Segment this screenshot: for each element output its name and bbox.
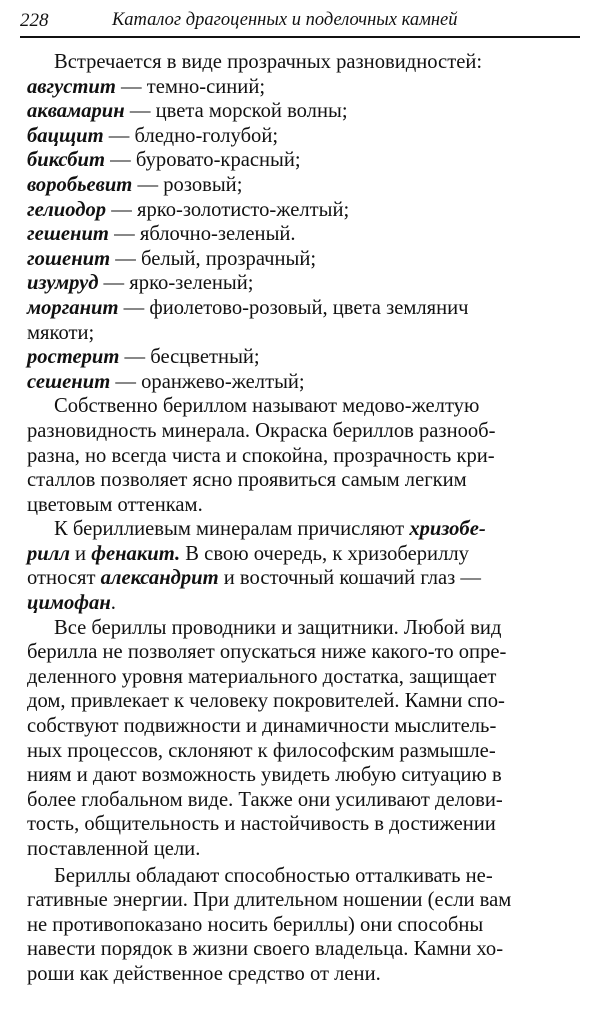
variety-description: — ярко-золотисто-желтый; — [106, 198, 350, 221]
variety-line — [27, 75, 584, 100]
paragraph-line — [27, 591, 584, 616]
paragraph-line — [27, 517, 584, 542]
variety-line — [27, 345, 584, 370]
variety-description: — розовый; — [132, 173, 243, 196]
variety-line — [27, 271, 584, 296]
term: сешенит — [27, 370, 111, 393]
paragraph-line: берилла не позволяет опускаться ниже какого-то опре- — [27, 641, 507, 664]
variety-line — [27, 247, 584, 272]
term: бацщит — [27, 124, 104, 147]
paragraph-line: Собственно бериллом называют медово-желтую — [54, 395, 480, 418]
paragraph-line: ных процессов, склоняют к философским размышле- — [27, 739, 496, 762]
variety-description: — темно-синий; — [115, 75, 266, 98]
paragraph-line: разна, но всегда чиста и спокойна, прозрачность кри- — [27, 444, 495, 467]
text: К бериллиевым минералам причисляют — [54, 518, 410, 541]
variety-line — [27, 148, 584, 173]
term: гелиодор — [27, 198, 107, 221]
term: гешенит — [27, 223, 109, 246]
term: биксбит — [27, 149, 106, 172]
paragraph-line — [27, 542, 584, 567]
text: и восточный кошачий глаз — — [218, 567, 482, 590]
paragraph-line — [27, 566, 584, 591]
paragraph-line: разновидность минерала. Окраска бериллов разнооб- — [27, 419, 496, 442]
paragraph-line: навести порядок в жизни своего владельца. Камни хо- — [27, 938, 504, 961]
paragraph-line: сталлов позволяет ясно проявиться самым легким — [27, 469, 467, 492]
term: цимофан — [27, 592, 111, 615]
term: изумруд — [27, 272, 99, 295]
page-header — [20, 6, 580, 38]
paragraph-line: ниям и дают возможность увидеть любую ситуацию в — [27, 764, 502, 787]
variety-description: — бледно-голубой; — [103, 124, 279, 147]
variety-description: — яблочно-зеленый. — [108, 223, 296, 246]
term: александрит — [100, 567, 219, 590]
paragraph-line: дом, привлекает к человеку покровителей. Камни спо- — [27, 690, 505, 713]
paragraph-line: поставленной цели. — [27, 838, 201, 860]
running-title: Каталог драгоценных и поделочных камней — [112, 10, 458, 30]
paragraph-line: не противопоказано носить бериллы) они способны — [27, 913, 484, 936]
variety-description: — белый, прозрачный; — [110, 247, 317, 270]
variety-line — [27, 198, 584, 223]
variety-line — [27, 173, 584, 198]
intro-line: Встречается в виде прозрачных разновидностей: — [54, 51, 483, 73]
page-body — [27, 50, 584, 987]
variety-line — [27, 99, 584, 124]
term: хризобе- — [409, 518, 486, 541]
variety-description: — оранжево-желтый; — [110, 370, 305, 393]
text: относят — [27, 567, 101, 590]
term: аквамарин — [27, 100, 125, 123]
variety-description: — буровато-красный; — [105, 149, 301, 172]
paragraph-line: более глобальном виде. Также они усиливают делови- — [27, 788, 503, 811]
variety-continuation: мякоти; — [27, 321, 95, 344]
paragraph-line: тость, общительность и настойчивость в достижении — [27, 813, 496, 836]
term: морганит — [27, 296, 119, 319]
variety-line — [27, 296, 584, 321]
variety-line — [27, 222, 584, 247]
term: ростерит — [27, 346, 120, 369]
variety-line — [27, 370, 584, 395]
paragraph-line: роши как действенное средство от лени. — [27, 962, 381, 985]
term: августит — [27, 75, 116, 98]
text: . — [110, 592, 116, 615]
term: гошенит — [27, 247, 111, 270]
page-number: 228 — [20, 10, 49, 31]
paragraph-line: деленного уровня материального достатка, защищает — [27, 665, 497, 688]
paragraph-line: Все бериллы проводники и защитники. Любой вид — [54, 616, 502, 639]
variety-description: — цвета морской волны; — [124, 100, 348, 123]
paragraph-line: цветовым оттенкам. — [27, 493, 203, 516]
variety-line — [27, 124, 584, 149]
paragraph-line: гативные энергии. При длительном ношении (если вам — [27, 889, 512, 912]
variety-description: — фиолетово-розовый, цвета землянич — [118, 296, 469, 319]
variety-description: — ярко-зеленый; — [98, 272, 254, 295]
paragraph-line: собствуют подвижности и динамичности мыслитель- — [27, 715, 497, 738]
text: и — [69, 542, 92, 565]
variety-description: — бесцветный; — [119, 346, 260, 369]
paragraph-line: Бериллы обладают способностью отталкивать не- — [54, 864, 493, 887]
term: рилл — [27, 542, 70, 565]
term: фенакит. — [91, 542, 181, 565]
text: В свою очередь, к хризобериллу — [180, 542, 469, 565]
term: воробьевит — [27, 173, 133, 196]
